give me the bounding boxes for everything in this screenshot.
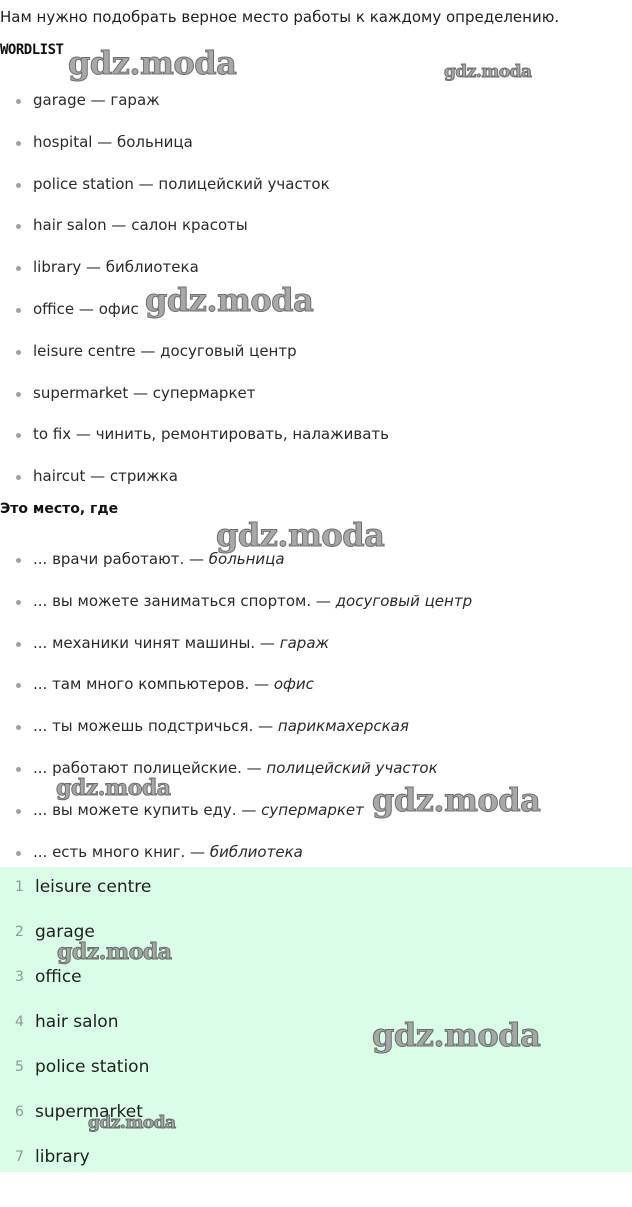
place-entry	[33, 633, 329, 653]
list-item	[0, 215, 632, 257]
place-answer: библиотека	[209, 842, 303, 861]
watermark: gdz.moda	[372, 1016, 541, 1054]
watermark: gdz.moda	[56, 775, 171, 801]
bullet-icon	[16, 224, 21, 229]
wordlist-entry: to fix — чинить, ремонтировать, налаживать	[33, 425, 390, 444]
bullet-icon	[16, 642, 21, 647]
place-prompt: ... врачи работают. —	[33, 550, 204, 568]
place-answer: полицейский участок	[266, 758, 438, 777]
answer-text: office	[35, 967, 82, 987]
place-entry	[33, 674, 314, 694]
answer-number: 1	[15, 879, 24, 895]
list-item	[0, 299, 632, 341]
place-entry	[33, 591, 472, 611]
place-answer: офис	[273, 675, 314, 694]
answer-text: supermarket	[35, 1102, 143, 1122]
bullet-icon	[16, 350, 21, 355]
place-answer: больница	[208, 550, 285, 568]
bullet-icon	[16, 725, 21, 730]
bullet-icon	[16, 99, 21, 104]
bullet-icon	[16, 558, 21, 563]
answer-text: library	[35, 1147, 90, 1167]
bullet-icon	[16, 600, 21, 605]
wordlist	[0, 90, 632, 508]
wordlist-entry: hospital — больница	[33, 132, 193, 151]
answer-text: hair salon	[35, 1012, 119, 1032]
bullet-icon	[16, 183, 21, 188]
list-item	[0, 341, 632, 383]
place-answer: досуговый центр	[335, 591, 473, 610]
wordlist-entry: haircut — стрижка	[33, 467, 178, 486]
watermark: gdz.moda	[57, 939, 172, 965]
place-entry	[33, 716, 409, 736]
watermark: gdz.moda	[88, 1113, 176, 1133]
list-item	[0, 591, 632, 633]
place-prompt: ... механики чинят машины. —	[33, 633, 275, 652]
answer-number: 3	[15, 969, 24, 985]
places-list	[0, 549, 632, 883]
answer-number: 4	[15, 1014, 24, 1030]
watermark: gdz.moda	[444, 62, 532, 82]
wordlist-entry: police station — полицейский участок	[33, 174, 330, 193]
bullet-icon	[16, 308, 21, 313]
watermark: gdz.moda	[68, 44, 237, 82]
bullet-icon	[16, 141, 21, 146]
wordlist-entry: library — библиотека	[33, 258, 199, 277]
place-answer: парикмахерская	[277, 717, 409, 736]
intro-text: Нам нужно подобрать верное место работы к каждому определению.	[0, 8, 560, 26]
answer-number: 2	[15, 924, 24, 940]
answer-text: police station	[35, 1057, 150, 1077]
bullet-icon	[16, 767, 21, 772]
place-prompt: ... ты можешь подстричься. —	[33, 717, 274, 736]
answer-text: leisure centre	[35, 877, 152, 897]
list-item	[0, 674, 632, 716]
place-prompt: ... там много компьютеров. —	[33, 675, 270, 694]
list-item	[0, 383, 632, 425]
wordlist-entry: leisure centre — досуговый центр	[33, 341, 297, 360]
place-prompt: ... вы можете заниматься спортом. —	[33, 591, 331, 610]
bullet-icon	[16, 683, 21, 688]
answer-number: 5	[15, 1059, 24, 1075]
place-prompt: ... работают полицейские. —	[33, 758, 262, 777]
bullet-icon	[16, 475, 21, 480]
bullet-icon	[16, 392, 21, 397]
place-prompt: ... есть много книг. —	[33, 842, 206, 861]
list-item	[0, 549, 632, 591]
wordlist-entry: office — офис	[33, 299, 139, 318]
wordlist-entry: hair salon — салон красоты	[33, 216, 248, 235]
places-heading: Это место, где	[0, 501, 119, 517]
place-answer: супермаркет	[261, 800, 364, 819]
place-entry	[33, 800, 364, 820]
answer-number: 6	[15, 1104, 24, 1120]
place-prompt: ... вы можете купить еду. —	[33, 800, 257, 819]
bullet-icon	[16, 809, 21, 814]
list-item	[0, 424, 632, 466]
watermark: gdz.moda	[216, 516, 385, 554]
wordlist-entry: supermarket — супермаркет	[33, 383, 256, 402]
list-item	[0, 132, 632, 174]
watermark: gdz.moda	[145, 281, 314, 319]
place-answer: гараж	[279, 633, 330, 652]
watermark: gdz.moda	[372, 781, 541, 819]
bullet-icon	[16, 851, 21, 856]
bullet-icon	[16, 266, 21, 271]
place-entry	[33, 842, 303, 862]
bullet-icon	[16, 433, 21, 438]
list-item	[0, 633, 632, 675]
list-item	[0, 174, 632, 216]
wordlist-entry: garage — гараж	[33, 91, 160, 109]
list-item	[0, 716, 632, 758]
list-item	[0, 257, 632, 299]
answer-text: garage	[35, 922, 95, 942]
answer-number: 7	[15, 1149, 24, 1165]
wordlist-heading: WORDLIST	[0, 42, 64, 58]
list-item	[0, 90, 632, 132]
